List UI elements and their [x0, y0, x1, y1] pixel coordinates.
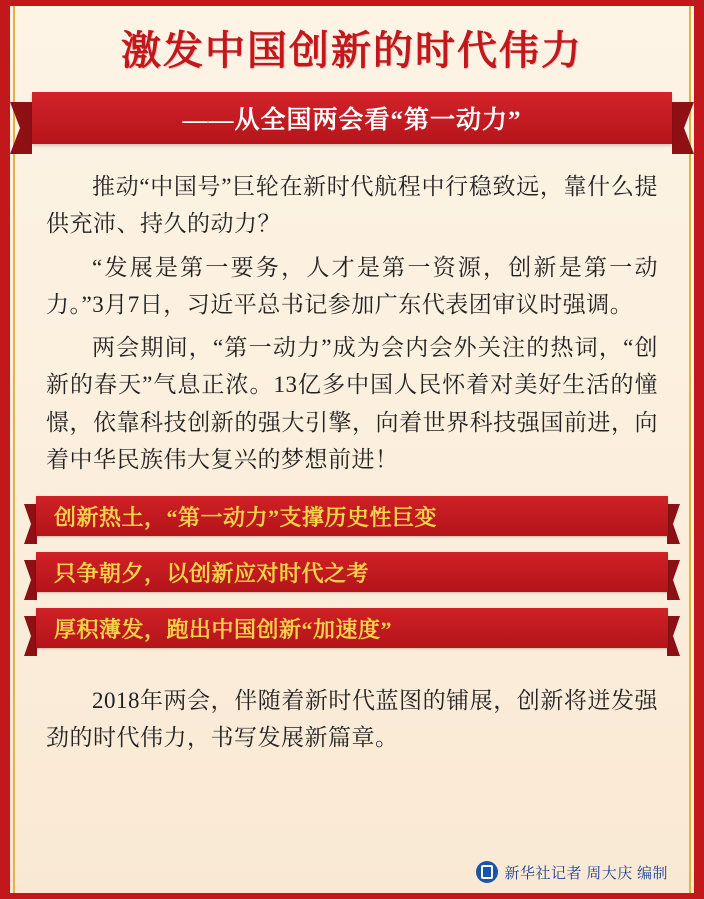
section-heading-1: [24, 496, 680, 536]
section-heading-3: [24, 608, 680, 648]
poster-header: [10, 0, 694, 150]
section-heading-2-label: 只争朝夕，以创新应对时代之考: [54, 560, 370, 586]
section-heading-1-body: [36, 496, 668, 536]
article-body: [10, 150, 694, 478]
page-subtitle: ——从全国两会看“第一动力”: [182, 107, 522, 134]
credit-text: 新华社记者 周大庆 编制: [504, 865, 668, 882]
section-heading-2-body: [36, 552, 668, 592]
section-fold-right-icon: [667, 616, 680, 656]
article-closing: [10, 664, 694, 757]
paragraph-2: “发展是第一要务，人才是第一资源，创新是第一动力。”3月7日，习近平总书记参加广东代表团审议时强调。: [46, 254, 658, 317]
subtitle-ribbon: [10, 92, 694, 150]
paragraph-3: 两会期间，“第一动力”成为会内会外关注的热词，“创新的春天”气息正浓。13亿多中国人民怀着对美好生活的憧憬，依靠科技创新的强大引擎，向着世界科技强国前进，向着中华民族伟大复兴的梦想前进！: [46, 335, 658, 472]
section-heading-list: [10, 496, 694, 648]
xinhua-logo-icon: [476, 861, 498, 883]
section-heading-3-label: 厚积薄发，跑出中国创新“加速度”: [54, 616, 393, 642]
section-heading-2: [24, 552, 680, 592]
section-heading-1-label: 创新热土，“第一动力”支撑历史性巨变: [54, 504, 438, 530]
ribbon-tail-right-icon: [672, 102, 694, 154]
subtitle-ribbon-body: [32, 92, 672, 144]
closing-paragraph: 2018年两会，伴随着新时代蓝图的铺展，创新将迸发强劲的时代伟力，书写发展新篇章。: [46, 688, 658, 751]
section-fold-right-icon: [667, 504, 680, 544]
page-title: 激发中国创新的时代伟力: [121, 28, 583, 73]
paragraph-1: 推动“中国号”巨轮在新时代航程中行稳致远，靠什么提供充沛、持久的动力？: [46, 174, 658, 237]
section-fold-right-icon: [667, 560, 680, 600]
section-heading-3-body: [36, 608, 668, 648]
credit-footer: [476, 861, 668, 883]
ribbon-tail-left-icon: [10, 102, 32, 154]
